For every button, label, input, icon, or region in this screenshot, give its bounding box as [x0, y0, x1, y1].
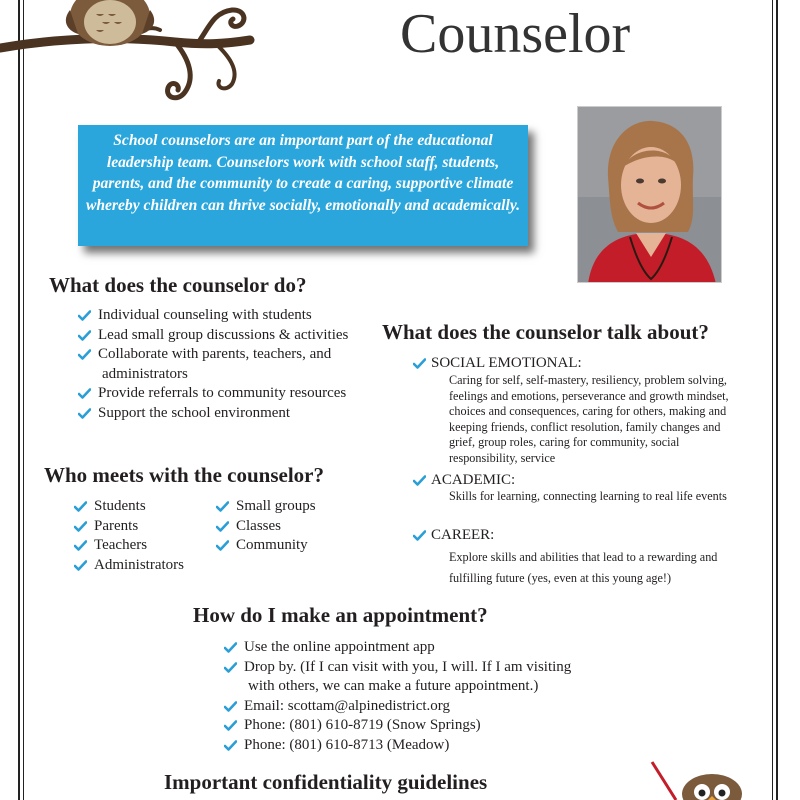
check-icon	[224, 720, 237, 731]
appointment-list	[224, 638, 571, 755]
page-title: Counselor	[400, 3, 631, 65]
what-do-list	[78, 306, 348, 423]
check-icon	[216, 521, 229, 532]
check-icon	[224, 701, 237, 712]
list-item: Classes	[216, 517, 316, 537]
section-heading-what-do: What does the counselor do?	[49, 273, 307, 297]
page-border-left-inner	[23, 0, 24, 800]
topic-description: Explore skills and abilities that lead to a rewarding and fulfilling future (yes, even at this young age!)	[449, 550, 718, 585]
list-item: Individual counseling with students	[78, 306, 348, 326]
list-item: Drop by. (If I can visit with you, I will. If I am visiting	[224, 658, 571, 678]
who-meets-list-right	[216, 497, 316, 556]
list-item: Lead small group discussions & activities	[78, 326, 348, 346]
check-icon	[224, 642, 237, 653]
owl-branch-illustration	[0, 0, 260, 110]
list-item: Support the school environment	[78, 404, 348, 424]
page-border-left	[18, 0, 20, 800]
list-item: Phone: (801) 610-8713 (Meadow)	[224, 736, 571, 756]
list-item-continuation: administrators	[102, 365, 188, 382]
list-item: Teachers	[74, 536, 184, 556]
list-item-continuation: with others, we can make a future appointment.)	[248, 678, 539, 694]
check-icon	[413, 475, 426, 486]
list-item: Parents	[74, 517, 184, 537]
list-item: Provide referrals to community resources	[78, 384, 348, 404]
section-heading-who-meets: Who meets with the counselor?	[44, 463, 324, 487]
list-item: Administrators	[74, 556, 184, 576]
check-icon	[78, 408, 91, 419]
who-meets-list-left	[74, 497, 184, 575]
page-border-right-inner	[772, 0, 773, 800]
check-icon	[413, 530, 426, 541]
check-icon	[78, 388, 91, 399]
check-icon	[78, 349, 91, 360]
section-heading-confidentiality: Important confidentiality guidelines	[164, 770, 488, 794]
intro-callout: School counselors are an important part of the educational leadership team. Counselors work with school staff, students, parents, and the community to create a caring, supportive climate whereby children can thrive socially, emotionally and academically.	[78, 125, 528, 246]
topic-academic	[413, 472, 515, 489]
list-item: Email: scottam@alpinedistrict.org	[224, 697, 571, 717]
topic-career	[413, 527, 494, 544]
check-icon	[74, 560, 87, 571]
list-item: Use the online appointment app	[224, 638, 571, 658]
topic-description: Caring for self, self-mastery, resiliency, problem solving, feelings and emotions, perseverance and growth mindset, choices and consequences, caring for others, making and keeping friends, conflict resolution, family changes and grief, group roles, caring for community, social responsibility, service	[449, 373, 729, 465]
check-icon	[224, 662, 237, 673]
list-item: Phone: (801) 610-8719 (Snow Springs)	[224, 716, 571, 736]
section-heading-appointment: How do I make an appointment?	[193, 603, 488, 627]
topic-description: Skills for learning, connecting learning to real life events	[449, 489, 727, 503]
topic-label: ACADEMIC:	[431, 472, 516, 488]
page-border-right	[776, 0, 778, 800]
list-item: Small groups	[216, 497, 316, 517]
list-item: Collaborate with parents, teachers, and	[78, 345, 348, 365]
check-icon	[216, 501, 229, 512]
list-item: Community	[216, 536, 316, 556]
check-icon	[224, 740, 237, 751]
check-icon	[74, 501, 87, 512]
check-icon	[78, 330, 91, 341]
list-item: Students	[74, 497, 184, 517]
owl-teacher-illustration	[640, 760, 750, 800]
section-heading-talk-about: What does the counselor talk about?	[382, 320, 709, 344]
topic-label: SOCIAL EMOTIONAL:	[431, 355, 582, 371]
check-icon	[216, 540, 229, 551]
check-icon	[78, 310, 91, 321]
check-icon	[413, 358, 426, 369]
check-icon	[74, 521, 87, 532]
topic-social-emotional	[413, 355, 582, 372]
counselor-photo	[577, 106, 722, 283]
check-icon	[74, 540, 87, 551]
topic-label: CAREER:	[431, 527, 495, 543]
